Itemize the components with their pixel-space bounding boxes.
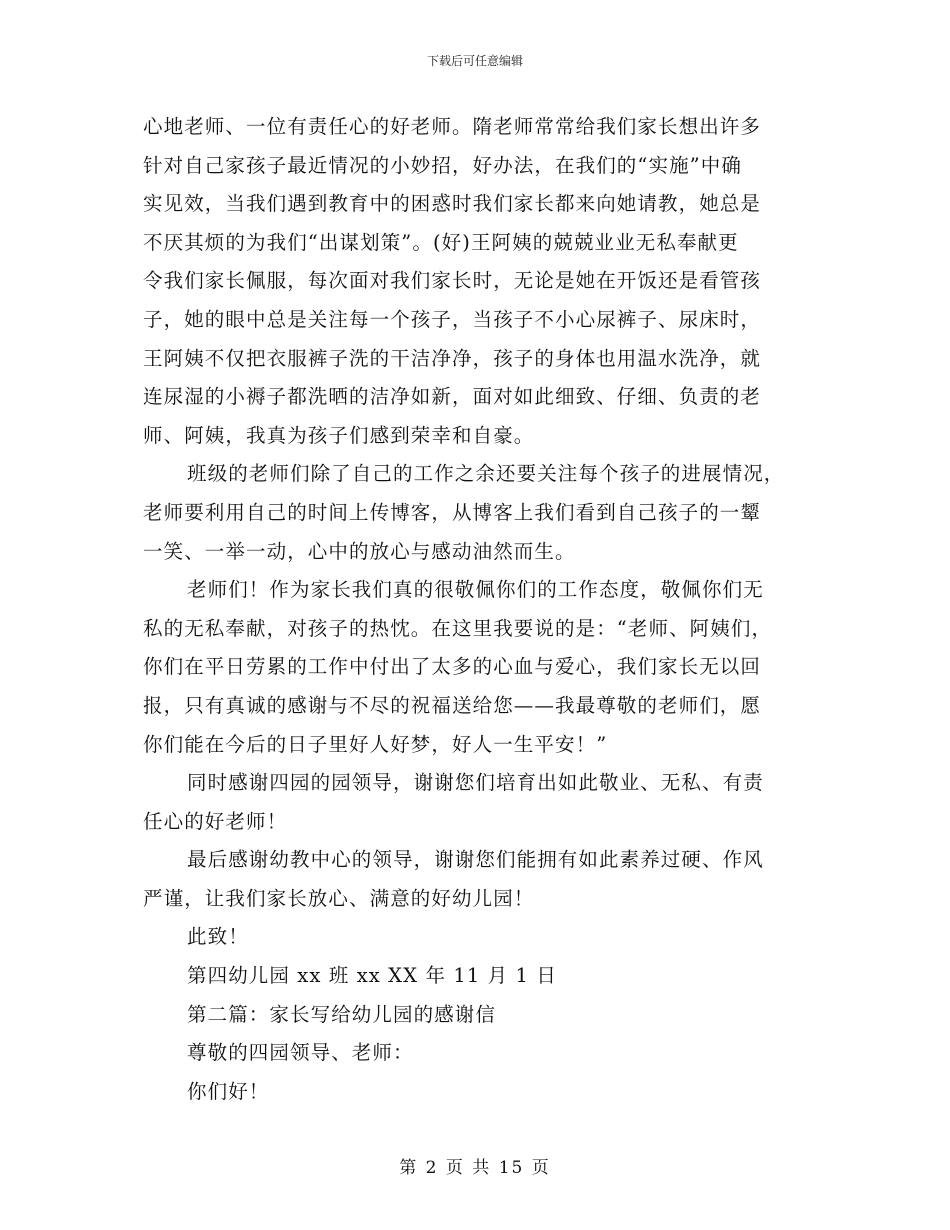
text-line: 任心的好老师！ xyxy=(143,809,288,833)
text-line: 老师们！作为家长我们真的很敬佩你们的工作态度，敬佩你们无 xyxy=(187,578,764,602)
text-line: 私的无私奉献，对孩子的热忱。在这里我要说的是：“老师、阿姨们， xyxy=(143,616,773,640)
text-line: 针对自己家孩子最近情况的小妙招，好办法，在我们的“实施”中确 xyxy=(143,153,742,177)
text-line: 同时感谢四园的园领导，谢谢您们培育出如此敬业、无私、有责 xyxy=(187,771,764,795)
text-line: 连尿湿的小褥子都洗晒的洁净如新，面对如此细致、仔细、负责的老 xyxy=(143,385,762,409)
text-line: 你们能在今后的日子里好人好梦，好人一生平安！” xyxy=(143,732,608,756)
text-line: 最后感谢幼教中心的领导，谢谢您们能拥有如此素养过硬、作风 xyxy=(187,848,764,872)
page-header: 下载后可任意编辑 xyxy=(426,54,523,68)
text-line: 师、阿姨，我真为孩子们感到荣幸和自豪。 xyxy=(143,423,535,447)
text-line: 班级的老师们除了自己的工作之余还要关注每个孩子的进展情况， xyxy=(187,462,785,486)
text-line: 你们在平日劳累的工作中付出了太多的心血与爱心，我们家长无以回 xyxy=(143,655,762,679)
text-line: 一笑、一举一动，心中的放心与感动油然而生。 xyxy=(143,539,576,563)
document-body xyxy=(143,108,807,1111)
text-line: 你们好！ xyxy=(187,1079,270,1103)
text-line: 老师要利用自己的时间上传博客，从博客上我们看到自己孩子的一颦 xyxy=(143,500,762,524)
page-footer: 第 2 页 共 15 页 xyxy=(399,1158,551,1178)
text-line: 尊敬的四园领导、老师： xyxy=(187,1041,414,1065)
text-line: 心地老师、一位有责任心的好老师。隋老师常常给我们家长想出许多 xyxy=(143,115,762,138)
text-line: 第二篇：家长写给幼儿园的感谢信 xyxy=(187,1002,497,1026)
text-line: 报，只有真诚的感谢与不尽的祝福送给您——我最尊敬的老师们，愿 xyxy=(143,693,762,717)
text-line: 实见效，当我们遇到教育中的困惑时我们家长都来向她请教，她总是 xyxy=(143,192,762,216)
text-line: 令我们家长佩服，每次面对我们家长时，无论是她在开饭还是看管孩 xyxy=(143,269,762,293)
text-line: 子，她的眼中总是关注每一个孩子，当孩子不小心尿裤子、尿床时， xyxy=(143,307,762,331)
text-line: 王阿姨不仅把衣服裤子洗的干洁净净，孩子的身体也用温水洗净，就 xyxy=(143,346,762,370)
text-line: 严谨，让我们家长放心、满意的好幼儿园！ xyxy=(143,886,535,910)
text-line: 此致！ xyxy=(187,925,249,949)
text-line: 第四幼儿园 xx 班 xx XX 年 11 月 1 日 xyxy=(187,964,557,988)
text-line: 不厌其烦的为我们“出谋划策”。(好)王阿姨的兢兢业业无私奉献更 xyxy=(143,230,739,254)
